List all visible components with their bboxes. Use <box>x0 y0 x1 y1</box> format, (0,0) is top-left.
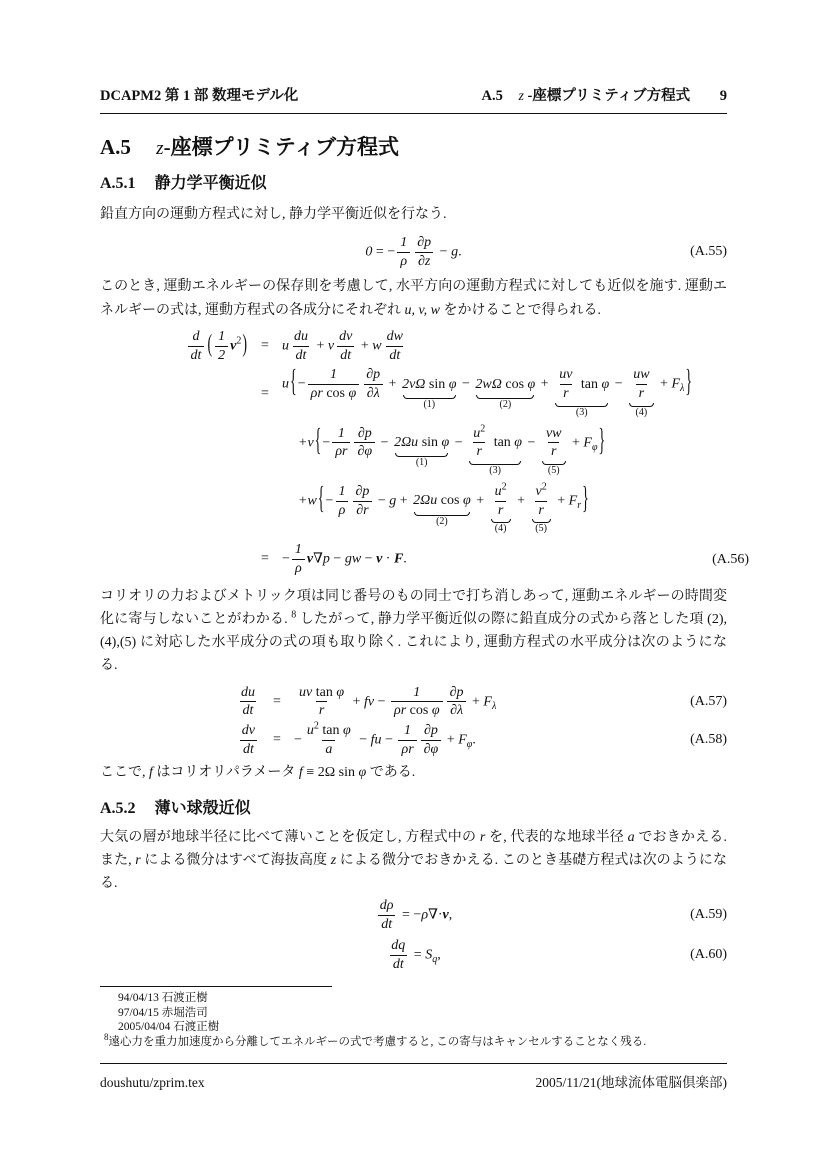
paragraph-coriolis-metric: コリオリの力およびメトリック項は同じ番号のもの同士で打ち消しあって, 運動エネルギーの時間変化に寄与しないことがわかる. $^8$ したがって, 静力学平衡近似の際に鉛直成分の式から落とした項 (2),(4),(5) に対応した水平成分の式の項も取り除く. これにより, 運動方程式の水平成分は次のようになる. <box>100 588 727 673</box>
revision-line-2: 97/04/15 赤堀浩司 <box>118 1006 208 1019</box>
subsection-title: 薄い球殻近似 <box>154 800 251 818</box>
page-header <box>100 86 727 107</box>
subsection-number: A.5.2 <box>100 800 136 818</box>
footnote-8: $^8$遠心力を重力加速度から分離してエネルギーの式で考慮すると, この寄与はキャンセルすることなく残る. <box>104 1031 647 1048</box>
subsection-title: 静力学平衡近似 <box>154 175 267 192</box>
section-title-variable: z <box>156 138 164 159</box>
header-document-title: DCAPM2 第 1 部 数理モデル化 <box>100 88 299 104</box>
page-number: 9 <box>719 88 727 104</box>
paragraph-coriolis-parameter: ここで, f はコリオリパラメータ f ≡ 2Ω sin φ である. <box>100 765 416 781</box>
footer-date-club: 2005/11/21(地球流体電脳倶楽部) <box>535 1075 727 1090</box>
footnote-rule <box>100 986 332 987</box>
subsection-heading-thin-shell <box>100 799 727 818</box>
revision-line-1: 94/04/13 石渡正樹 <box>118 992 208 1004</box>
equation-a55 <box>100 231 727 273</box>
paragraph-hydrostatic-intro: 鉛直方向の運動方程式に対し, 静力学平衡近似を行なう. <box>100 207 447 222</box>
header-section-variable: z <box>518 89 524 104</box>
header-rule <box>100 113 727 114</box>
equation-a59-number: (A.59) <box>690 907 727 923</box>
paragraph-kinetic-energy: このとき, 運動エネルギーの保存則を考慮して, 水平方向の運動方程式に対しても近似を施す. 運動エネルギーの式は, 運動方程式の各成分にそれぞれ u, v, w をかけることで得られる. <box>100 279 727 318</box>
header-section-reference <box>481 86 727 107</box>
subsection-number: A.5.1 <box>100 175 136 192</box>
paragraph-thin-shell: 大気の層が地球半径に比べて薄いことを仮定し, 方程式中の r を, 代表的な地球半径 a でおきかえる. また, r による微分はすべて海抜高度 z による微分でおきかえる. このとき基礎方程式は次のようになる. <box>100 830 728 892</box>
equation-a56: $\frac{d}{dt}$ ( $\frac{1}{2}$ $v^2$) = u $\frac{du}{dt}$ + v $\frac{dv}{dt}$ + w $\frac{dw}{dt}$ = u{− $\frac{1}{\text{ρr cos φ}}$ $\frac{\partial p}{\partial\lambda}$ + 2vΩ sin φ (1) − 2wΩ cos φ (2) + $\frac{uv}{r}$ tan φ (3) − $\frac{uw}{r}$ (4) + $F_\lambda$} +v{− $\frac{1}{\rho r}$ $\frac{\partial p}{\partial\varphi}$ − 2Ωu sin φ (1) − $\frac{u^2}{r}$ tan φ (3) − $\frac{vw}{r}$ (5) + $F_\varphi$} +w{− $\frac{1}{\rho}$ $\frac{\partial p}{\partial r}$ − g + 2Ωu cos φ (2) + $\frac{u^2}{r}$ (4) + $\frac{v^2}{r}$ (5) + $F_r$} = − $\frac{1}{\rho}$ v∇p − gw − v · F. (A.56) <box>100 329 727 577</box>
section-heading <box>100 134 727 162</box>
footnote-block <box>100 986 727 1049</box>
revision-line-3: 2005/04/04 石渡正樹 <box>118 1021 220 1033</box>
header-section-number: A.5 <box>481 88 503 104</box>
equations-a57-a58: $\frac{du}{dt}$ = $\frac{\text{uv tan φ}}{r}$ + fv − $\frac{1}{\text{ρr cos φ}}$ $\frac{\partial p}{\partial\lambda}$ + $F_\lambda$ (A.57) $\frac{dv}{dt}$ = − $\frac{u^2 \tan \varphi}{a}$ − fu − $\frac{1}{\rho r}$ $\frac{\partial p}{\partial\varphi}$ + $F_\varphi$. (A.58) <box>241 684 727 757</box>
header-section-title: -座標プリミティブ方程式 <box>527 88 691 104</box>
equation-a59-math: $\frac{d\rho}{dt}$ = −ρ∇·v, <box>379 898 453 932</box>
equation-a55-number: (A.55) <box>690 244 727 259</box>
section-title: -座標プリミティブ方程式 <box>163 135 400 159</box>
equation-a60-math: $\frac{dq}{dt}$ = $S_q$, <box>391 938 441 972</box>
subsection-heading-hydrostatic <box>100 174 727 193</box>
equation-a59 <box>100 895 727 935</box>
section-number: A.5 <box>100 135 131 159</box>
footer-file-path: doushutu/zprim.tex <box>100 1075 205 1090</box>
equation-a60-number: (A.60) <box>690 947 727 963</box>
equation-a55-math: 0 = − $\frac{1}{\rho}$ $\frac{\partial p}{\partial z}$ − g. <box>365 234 462 269</box>
page-footer <box>100 1063 727 1095</box>
equation-a60 <box>100 935 727 975</box>
